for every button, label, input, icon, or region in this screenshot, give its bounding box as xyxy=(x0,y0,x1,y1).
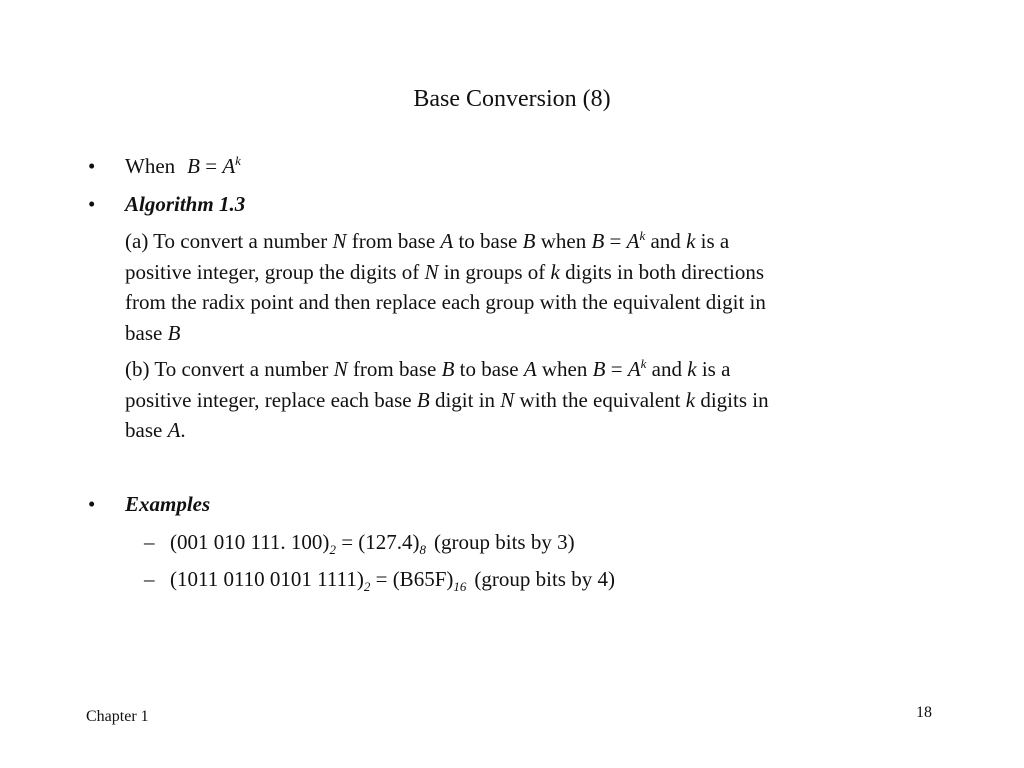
example-text xyxy=(170,527,575,557)
eq-sign: = xyxy=(605,357,628,381)
bullet-marker: • xyxy=(88,492,96,516)
footer-page-number: 18 xyxy=(916,704,932,721)
var-a: A xyxy=(523,357,537,381)
example-text xyxy=(170,564,615,594)
text: digit in xyxy=(429,387,501,412)
text: to base xyxy=(453,229,523,253)
text: and xyxy=(645,229,687,253)
example-note: (group bits by 4) xyxy=(474,567,615,591)
var-b: B xyxy=(441,357,455,381)
text: digits in xyxy=(695,387,769,412)
part-b-line-2 xyxy=(125,385,925,416)
var-a: A xyxy=(440,229,454,253)
var-k: k xyxy=(550,259,560,284)
var-k: k xyxy=(686,229,696,253)
algorithm-label: Algorithm 1.3 xyxy=(125,192,246,216)
text: to base xyxy=(454,357,524,381)
eq-sign: = xyxy=(335,530,359,554)
text: . xyxy=(180,418,186,442)
examples-label: Examples xyxy=(125,492,211,516)
text: and xyxy=(646,357,688,381)
example-lhs: (001 010 111. 100) xyxy=(170,530,330,554)
text: when xyxy=(536,357,593,381)
eq-sign: = xyxy=(370,567,393,591)
footer-chapter: Chapter 1 xyxy=(86,708,149,725)
bullet-marker: • xyxy=(88,192,96,216)
example-lhs: (1011 0110 0101 1111) xyxy=(170,567,364,591)
text: base xyxy=(125,418,168,442)
text: from base xyxy=(346,229,441,253)
eq-lhs-b: B xyxy=(187,154,200,178)
part-a-line-3: from the radix point and then replace each group with the equivalent digit in xyxy=(125,290,766,314)
text: is a xyxy=(695,229,730,253)
text: base xyxy=(125,320,168,345)
var-k: k xyxy=(685,387,696,412)
text: digits in both directions xyxy=(559,259,765,284)
part-a-line-4 xyxy=(125,318,925,349)
part-a-line-2 xyxy=(125,257,925,288)
text: positive integer, group the digits of xyxy=(125,259,425,284)
var-n: N xyxy=(500,387,515,412)
var-a: A xyxy=(167,418,181,442)
text: (b) To convert a number xyxy=(125,357,334,381)
var-a: A xyxy=(626,229,640,253)
exp-k: k xyxy=(639,228,646,243)
var-a: A xyxy=(627,357,641,381)
text: in groups of xyxy=(438,259,551,284)
algorithm-part-b xyxy=(125,354,925,446)
bullet-when-text xyxy=(125,151,241,181)
text: positive integer, replace each base xyxy=(125,387,417,412)
var-b: B xyxy=(591,229,605,253)
example-note: (group bits by 3) xyxy=(434,530,575,554)
var-b: B xyxy=(522,229,536,253)
algorithm-part-a xyxy=(125,226,925,348)
var-n: N xyxy=(332,229,347,253)
example-rhs-base: 16 xyxy=(453,579,467,594)
text: (a) To convert a number xyxy=(125,229,333,253)
var-b: B xyxy=(416,387,430,412)
text: when xyxy=(535,229,592,253)
slide-title: Base Conversion (8) xyxy=(413,86,611,112)
example-lhs-base: 2 xyxy=(329,542,336,557)
eq-sign: = xyxy=(205,154,218,178)
text: with the equivalent xyxy=(514,387,686,412)
sub-marker: – xyxy=(144,567,155,591)
var-n: N xyxy=(333,357,348,381)
var-b: B xyxy=(167,320,181,345)
example-rhs: (B65F) xyxy=(392,567,454,591)
part-b-line-3 xyxy=(125,415,925,446)
eq-base-a: A xyxy=(222,154,236,178)
var-n: N xyxy=(424,259,439,284)
text: from base xyxy=(347,357,442,381)
example-lhs-base: 2 xyxy=(363,579,371,594)
part-b-line-1 xyxy=(125,354,925,385)
part-a-line-1 xyxy=(125,226,925,257)
example-rhs-base: 8 xyxy=(419,542,427,557)
when-label: When xyxy=(125,154,176,178)
example-rhs: (127.4) xyxy=(358,530,420,554)
text: is a xyxy=(696,357,731,381)
var-b: B xyxy=(592,357,606,381)
bullet-marker: • xyxy=(88,154,96,178)
var-k: k xyxy=(687,357,697,381)
sub-marker: – xyxy=(144,530,155,554)
eq-sign: = xyxy=(604,229,627,253)
eq-exp-k: k xyxy=(235,153,241,168)
exp-k: k xyxy=(640,356,647,371)
